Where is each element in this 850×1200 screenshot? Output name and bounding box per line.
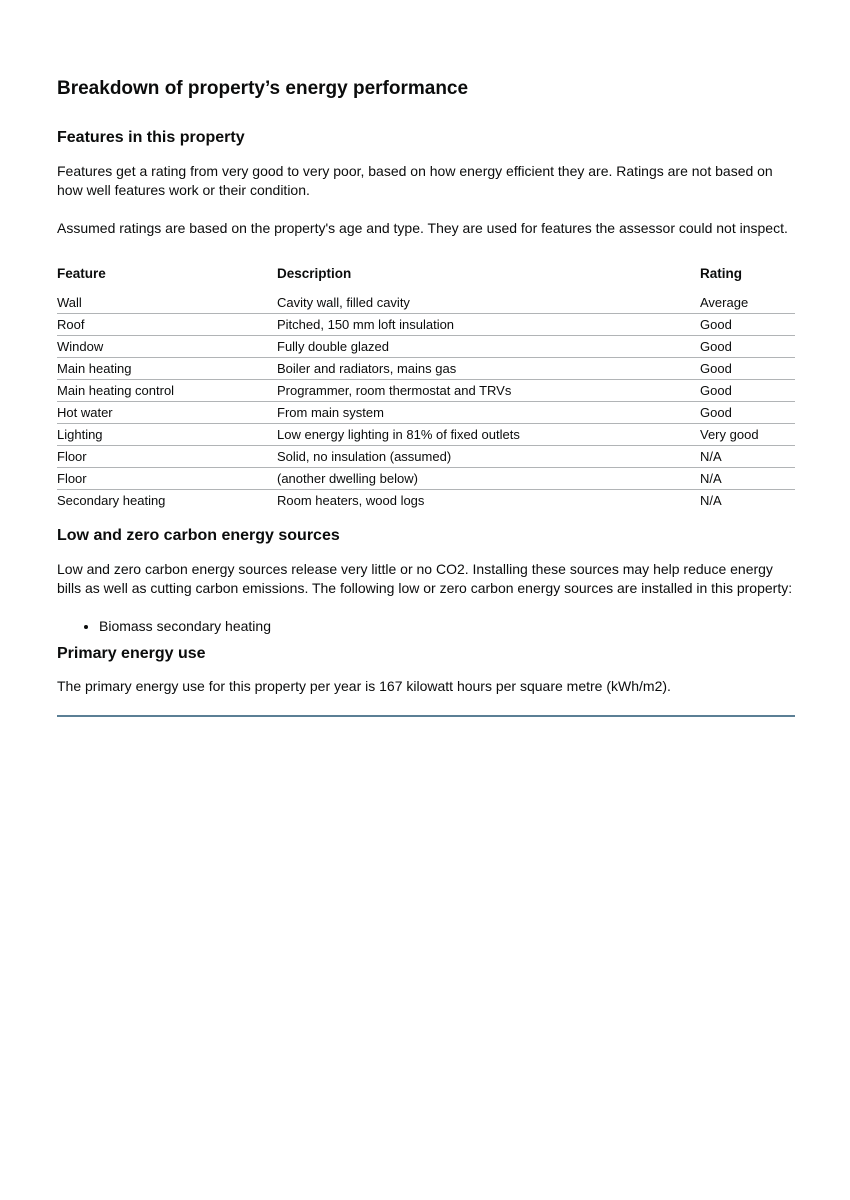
table-row <box>57 468 795 490</box>
feature-cell: Floor <box>57 471 87 486</box>
description-cell: Programmer, room thermostat and TRVs <box>277 383 512 398</box>
table-row <box>57 446 795 468</box>
table-row <box>57 424 795 446</box>
column-header-description: Description <box>277 266 352 281</box>
lzc-paragraph: Low and zero carbon energy sources release very little or no CO2. Installing these sources may help reduce energy bills as well as cutting carbon emissions. The following low or zero carbon energy sources are installed in this property: <box>57 561 793 596</box>
description-cell: Low energy lighting in 81% of fixed outlets <box>277 427 520 442</box>
rating-cell: N/A <box>700 471 722 486</box>
assumed-ratings-paragraph: Assumed ratings are based on the property's age and type. They are used for features the assessor could not inspect. <box>57 220 788 236</box>
feature-cell: Roof <box>57 317 85 332</box>
column-header-rating: Rating <box>700 266 742 281</box>
feature-cell: Main heating <box>57 361 132 376</box>
table-row <box>57 314 795 336</box>
table-row <box>57 402 795 424</box>
description-cell: From main system <box>277 405 384 420</box>
list-item: • Biomass secondary heating <box>99 617 795 636</box>
lzc-list <box>57 617 795 636</box>
description-cell: Fully double glazed <box>277 339 390 354</box>
features-intro-paragraph: Features get a rating from very good to very poor, based on how energy efficient they are. Ratings are not based on how well features work or their condition. <box>57 163 773 198</box>
feature-cell: Secondary heating <box>57 493 166 508</box>
feature-cell: Window <box>57 339 104 354</box>
description-cell: Room heaters, wood logs <box>277 493 425 508</box>
page-title: Breakdown of property’s energy performance <box>57 78 469 99</box>
table-row <box>57 380 795 402</box>
rating-cell: Average <box>700 295 749 310</box>
description-cell: Boiler and radiators, mains gas <box>277 361 457 376</box>
primary-energy-paragraph: The primary energy use for this property per year is 167 kilowatt hours per square metre (kWh/m2). <box>57 678 671 694</box>
column-header-feature: Feature <box>57 266 106 281</box>
table-header-row <box>57 264 795 292</box>
rating-cell: Good <box>700 383 732 398</box>
section-heading-features: Features in this property <box>57 129 245 146</box>
table-row <box>57 292 795 314</box>
feature-cell: Hot water <box>57 405 113 420</box>
description-cell: Cavity wall, filled cavity <box>277 295 410 310</box>
feature-cell: Wall <box>57 295 82 310</box>
rating-cell: N/A <box>700 449 722 464</box>
features-table <box>57 264 795 511</box>
section-divider <box>57 715 795 717</box>
feature-cell: Main heating control <box>57 383 175 398</box>
section-heading-lzc: Low and zero carbon energy sources <box>57 527 340 544</box>
table-row <box>57 490 795 512</box>
rating-cell: Good <box>700 405 732 420</box>
rating-cell: N/A <box>700 493 722 508</box>
features-table-body <box>57 292 795 511</box>
rating-cell: Good <box>700 339 732 354</box>
feature-cell: Lighting <box>57 427 103 442</box>
table-row <box>57 336 795 358</box>
section-heading-primary-energy: Primary energy use <box>57 645 206 662</box>
table-row <box>57 358 795 380</box>
rating-cell: Good <box>700 317 732 332</box>
rating-cell: Very good <box>700 427 759 442</box>
feature-cell: Floor <box>57 449 87 464</box>
description-cell: Pitched, 150 mm loft insulation <box>277 317 455 332</box>
description-cell: Solid, no insulation (assumed) <box>277 449 452 464</box>
rating-cell: Good <box>700 361 732 376</box>
description-cell: (another dwelling below) <box>277 471 418 486</box>
